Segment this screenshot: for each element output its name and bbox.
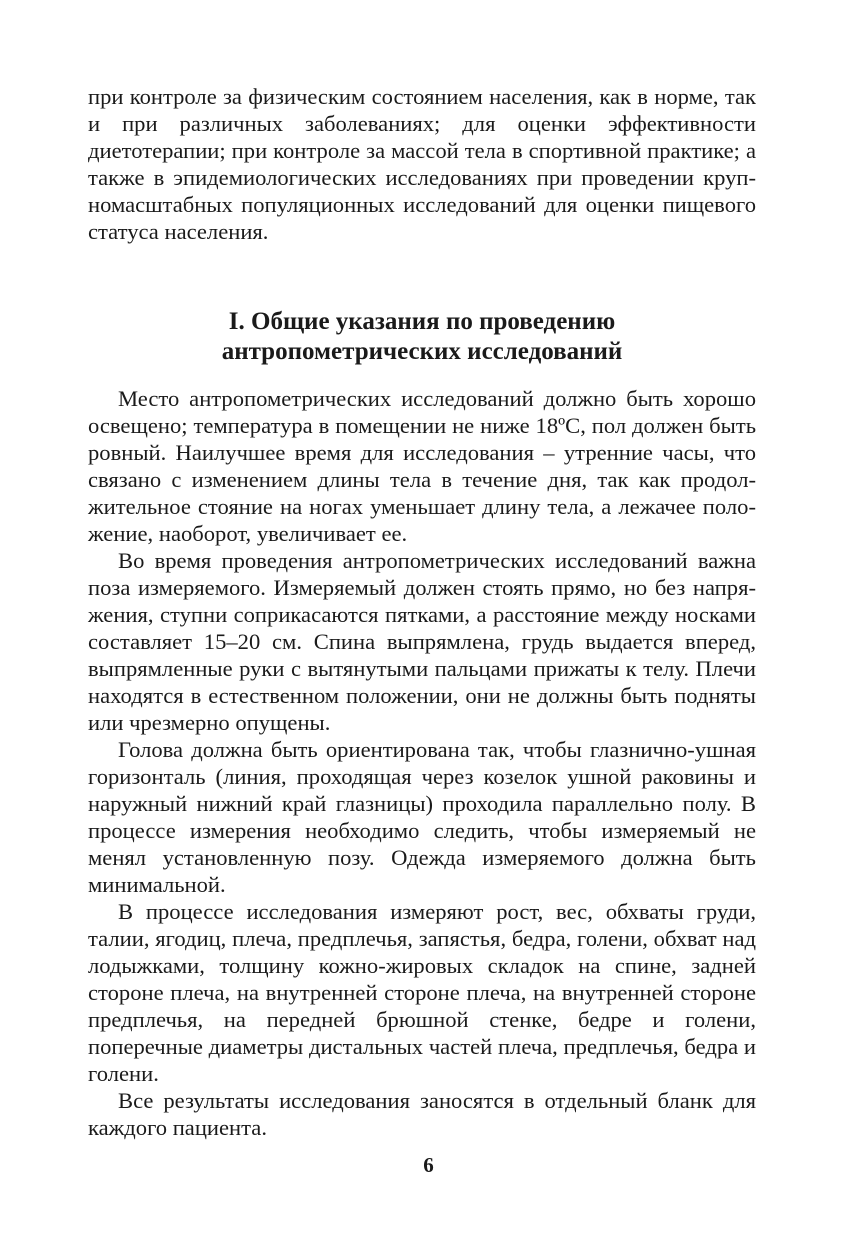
paragraph-measurements: В процессе исследования измеряют рост, вес, обхваты груди, талии, ягодиц, плеча, предплечья, запястья, бедра, голени, обхват над лодыжками, толщину кожно-жировых складок на спине, задней стороне плеча, на внутренней стороне плеча, на внутренней стороне предплечья, на передней брюшной стенке, бедре и голени, поперечные диаметры дистальных частей плеча, предплечья, бедра и голени.	[88, 899, 756, 1086]
section-heading-line-2: антропометрических исследований	[221, 338, 623, 365]
page-number: 6	[423, 1153, 434, 1177]
paragraph-place-conditions: Место антропометрических исследований должно быть хорошо освещено; температура в помещении не ниже 18ºС, пол должен быть ровный. Наилучшее время для исследования – утренние часы, что связано с изменением длины тела в течение дня, так как продолжительное стояние на ногах уменьшает длину тела, а лежачее положение, наоборот, увеличивает ее.	[88, 386, 756, 546]
paragraph-results: Все результаты исследования заносятся в отдельный бланк для каждого пациента.	[88, 1088, 756, 1140]
section-heading-line-1: I. Общие указания по проведению	[228, 308, 616, 335]
intro-paragraph: при контроле за физическим состоянием населения, как в норме, так и при различных заболеваниях; для оценки эффективности диетотерапии; при контроле за массой тела в спортивной практике; а также в эпидемиологических исследованиях при проведении крупномасштабных популяционных исследований для оценки пищевого статуса населения.	[88, 84, 756, 244]
paragraph-posture: Во время проведения антропометрических исследований важна поза измеряемого. Измеряемый должен стоять прямо, но без напряжения, ступни соприкасаются пятками, а расстояние между носками составляет 15–20 см. Спина выпрямлена, грудь выдается вперед, выпрямленные руки с вытянутыми пальцами прижаты к телу. Плечи находятся в естественном положении, они не должны быть подняты или чрезмерно опущены.	[88, 548, 756, 735]
section-heading	[88, 307, 756, 367]
document-page	[88, 83, 756, 1141]
paragraph-head-orientation: Голова должна быть ориентирована так, чтобы глазнично-ушная горизонталь (линия, проходящая через козелок ушной раковины и наружный нижний край глазницы) проходила параллельно полу. В процессе измерения необходимо следить, чтобы измеряемый не менял установленную позу. Одежда измеряемого должна быть минимальной.	[88, 737, 756, 897]
